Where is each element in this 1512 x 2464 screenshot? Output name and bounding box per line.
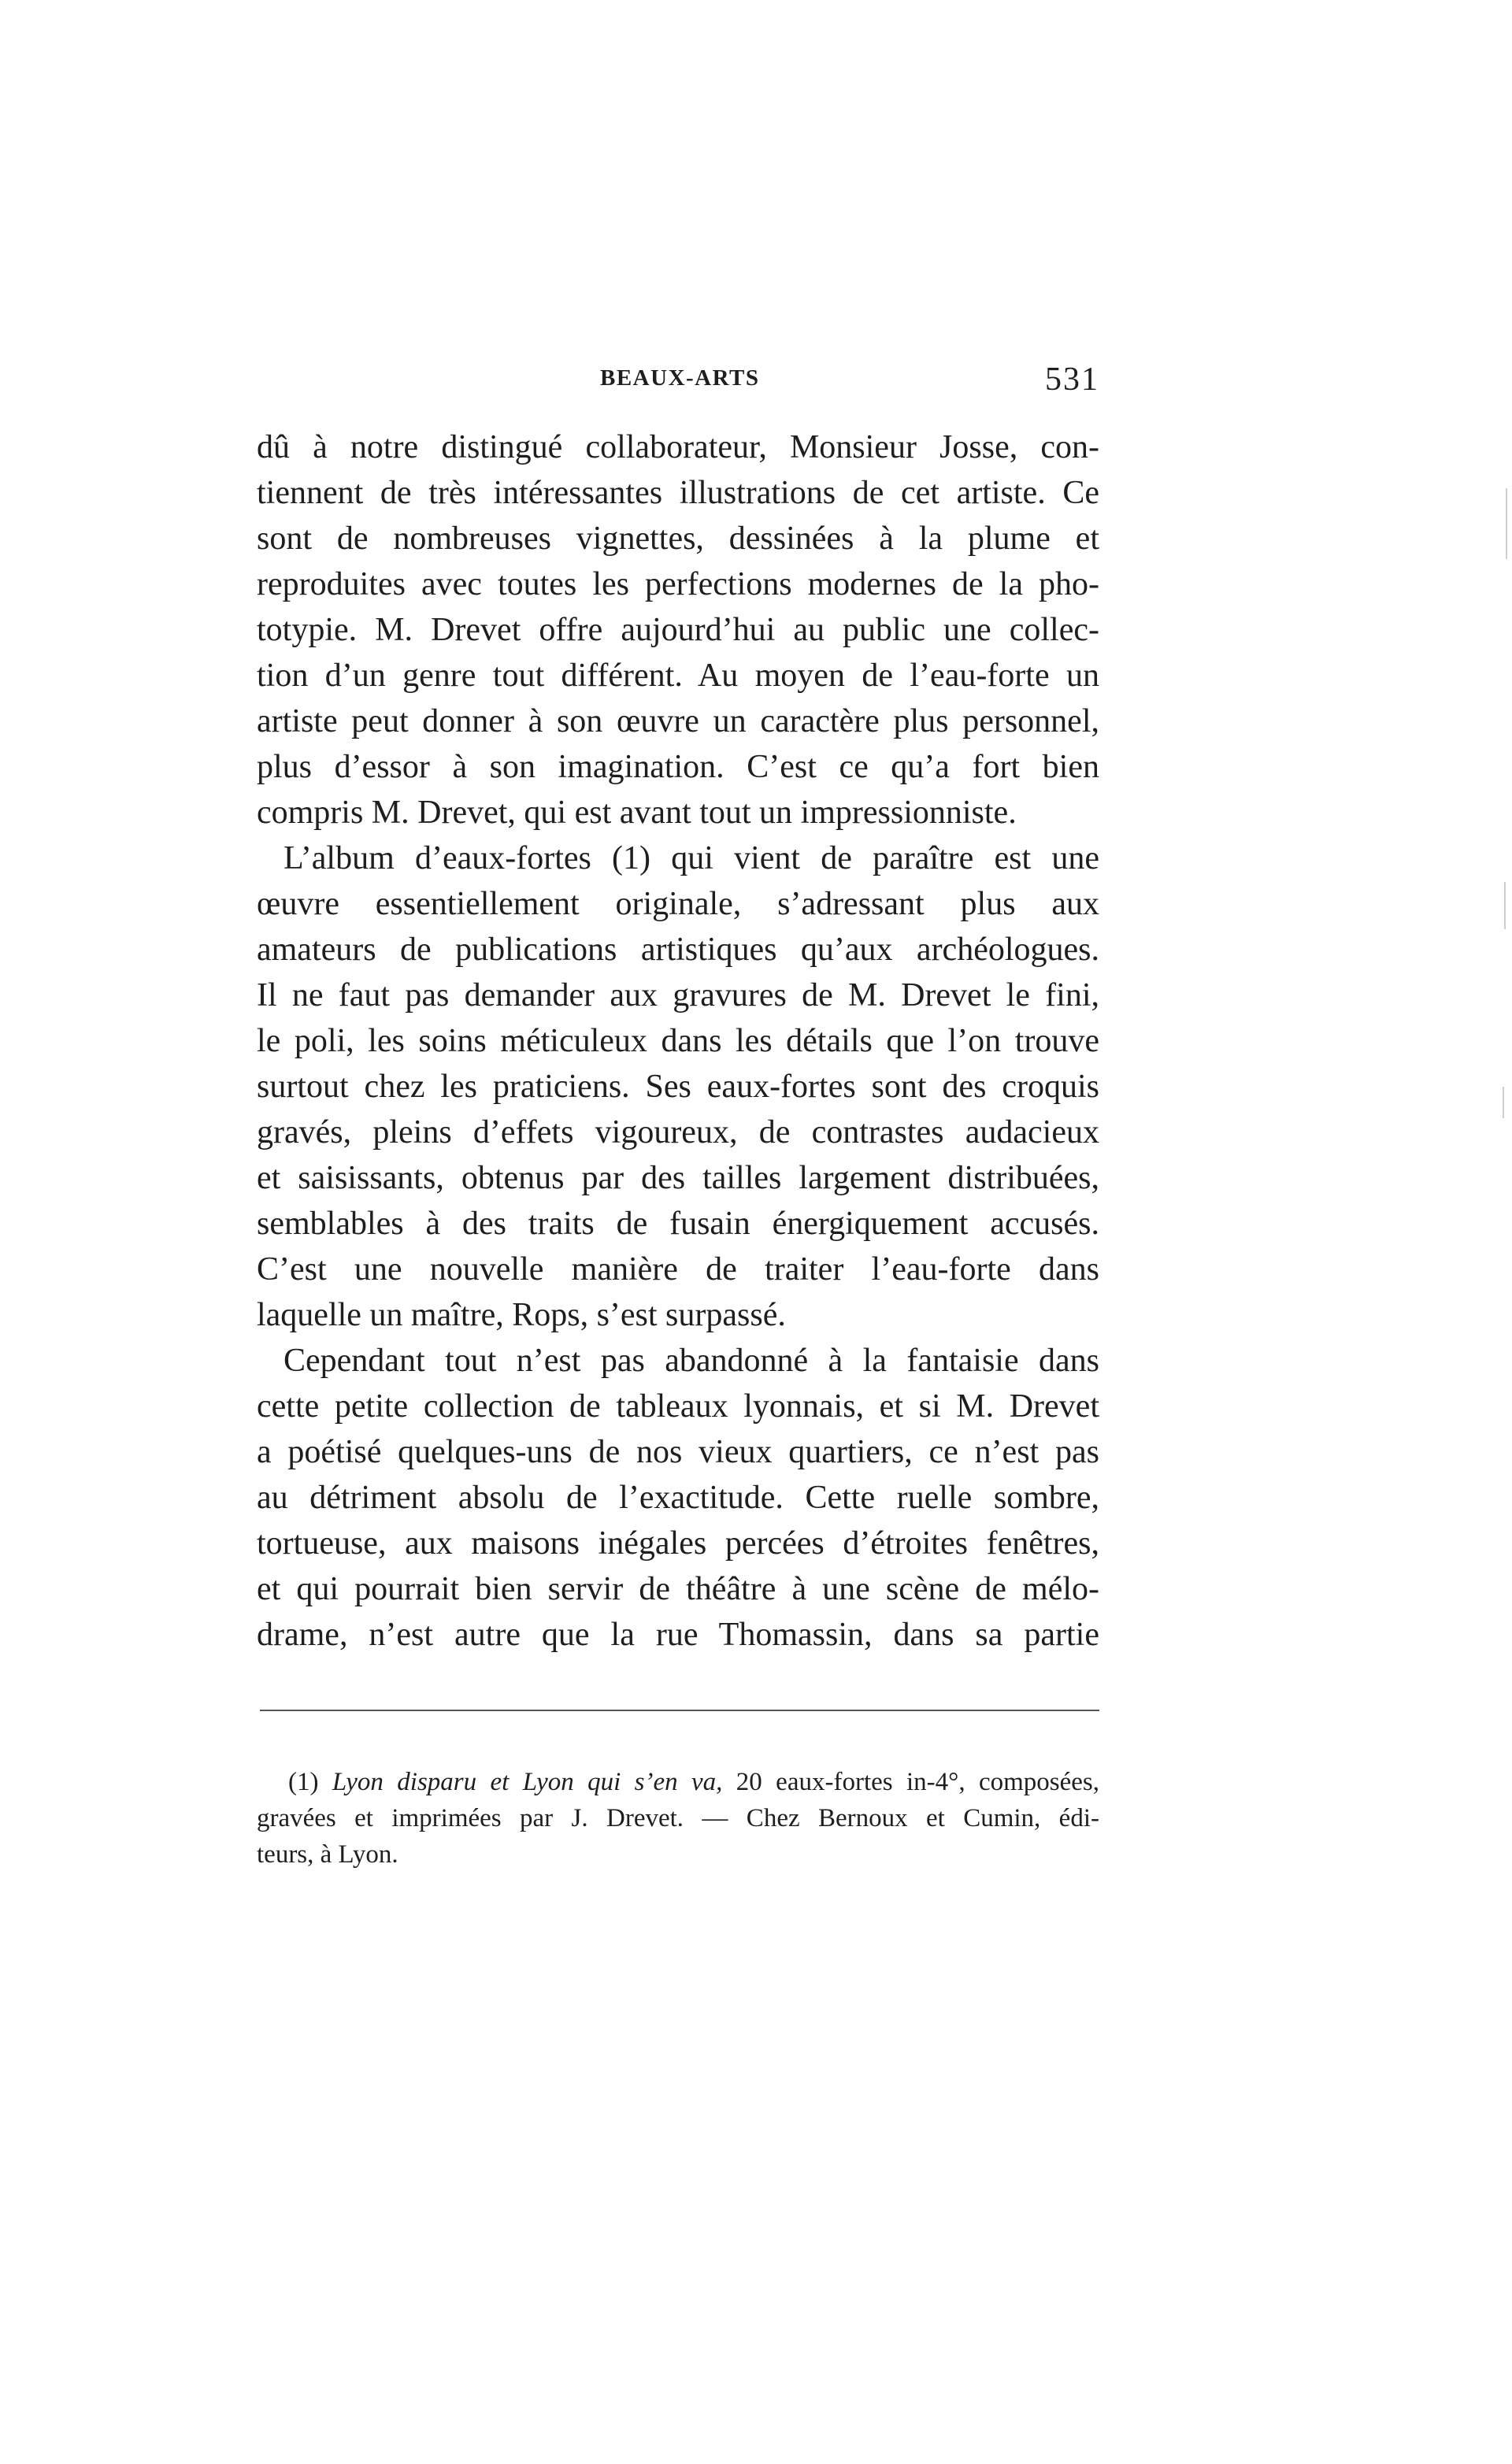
text-line: semblables à des traits de fusain énergiquement accusés.: [257, 1206, 1099, 1242]
footnote-title: Lyon disparu et Lyon qui s’en va,: [332, 1768, 723, 1796]
text-line: reproduites avec toutes les perfections modernes de la pho-: [257, 566, 1099, 602]
footnote-text: 20 eaux-fortes in-4°, composées,: [736, 1768, 1100, 1796]
scan-edge-mark: [1506, 488, 1507, 559]
text-line: dû à notre distingué collaborateur, Monsieur Josse, con-: [257, 429, 1099, 465]
text-line: plus d’essor à son imagination. C’est ce qu’a fort bien: [257, 749, 1099, 785]
text-line: et qui pourrait bien servir de théâtre à une scène de mélo-: [257, 1571, 1099, 1607]
text-line: Il ne faut pas demander aux gravures de M. Drevet le fini,: [257, 977, 1099, 1013]
text-line: drame, n’est autre que la rue Thomassin, dans sa partie: [257, 1617, 1099, 1653]
text-line: totypie. M. Drevet offre aujourd’hui au public une collec-: [257, 612, 1099, 648]
running-head: BEAUX-ARTS: [600, 365, 760, 391]
text-line: amateurs de publications artistiques qu’aux archéologues.: [257, 932, 1099, 968]
text-line: tiennent de très intéressantes illustrations de cet artiste. Ce: [257, 475, 1099, 511]
text-line: gravés, pleins d’effets vigoureux, de contrastes audacieux: [257, 1114, 1099, 1150]
footnote: [257, 1764, 1099, 1873]
text-line: C’est une nouvelle manière de traiter l’eau-forte dans: [257, 1251, 1099, 1288]
text-line: laquelle un maître, Rops, s’est surpassé.: [257, 1297, 786, 1333]
scan-edge-mark: [1503, 1087, 1504, 1118]
footnote-line: gravées et imprimées par J. Drevet. — Chez Bernoux et Cumin, édi-: [257, 1804, 1099, 1832]
text-line: tion d’un genre tout différent. Au moyen de l’eau-forte un: [257, 658, 1099, 694]
footnote-line: [257, 1764, 1099, 1800]
footnote-rule: [260, 1710, 1099, 1711]
text-line: compris M. Drevet, qui est avant tout un impressionniste.: [257, 795, 1017, 831]
text-line: L’album d’eaux-fortes (1) qui vient de paraître est une: [284, 840, 1099, 876]
text-line: tortueuse, aux maisons inégales percées d’étroites fenêtres,: [257, 1525, 1099, 1562]
text-line: a poétisé quelques-uns de nos vieux quartiers, ce n’est pas: [257, 1434, 1099, 1470]
page-header: [257, 361, 1099, 408]
footnote-line: teurs, à Lyon.: [257, 1840, 398, 1869]
text-line: Cependant tout n’est pas abandonné à la fantaisie dans: [284, 1343, 1099, 1379]
text-line: cette petite collection de tableaux lyonnais, et si M. Drevet: [257, 1388, 1099, 1425]
text-line: artiste peut donner à son œuvre un caractère plus personnel,: [257, 703, 1099, 739]
page-number: 531: [1045, 361, 1099, 398]
text-line: œuvre essentiellement originale, s’adressant plus aux: [257, 886, 1099, 922]
body-text: [257, 424, 1099, 1658]
text-line: le poli, les soins méticuleux dans les détails que l’on trouve: [257, 1023, 1099, 1059]
footnote-marker: (1): [288, 1768, 319, 1796]
text-line: surtout chez les praticiens. Ses eaux-fortes sont des croquis: [257, 1069, 1099, 1105]
text-line: sont de nombreuses vignettes, dessinées à la plume et: [257, 521, 1099, 557]
text-line: et saisissants, obtenus par des tailles largement distribuées,: [257, 1160, 1099, 1196]
scan-edge-mark: [1504, 882, 1506, 929]
text-line: au détriment absolu de l’exactitude. Cette ruelle sombre,: [257, 1480, 1099, 1516]
